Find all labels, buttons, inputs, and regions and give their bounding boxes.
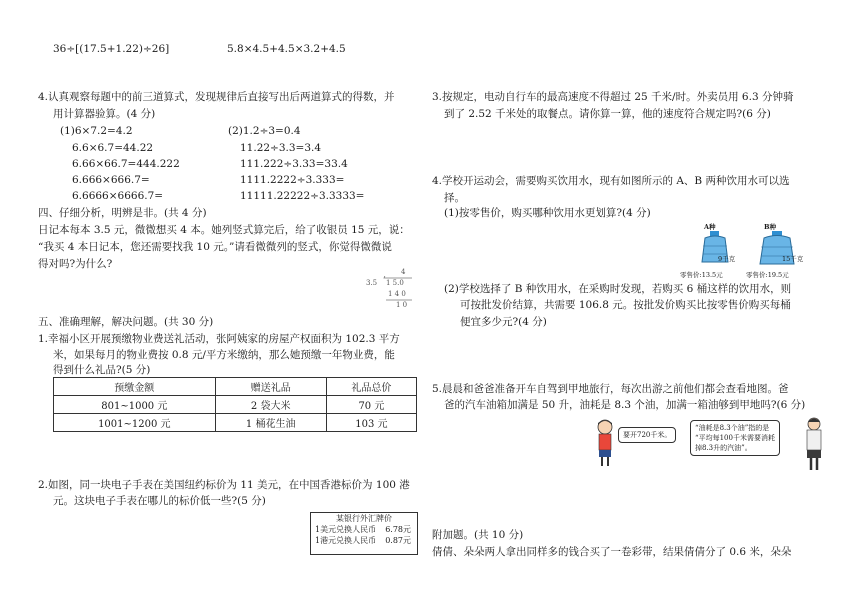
table-header-cell: 礼品总价 [326,378,416,396]
bottle-b-price: 零售价:19.5元 [746,271,789,279]
division-divisor: 3.5 [366,279,378,287]
table-cell: 1 桶花生油 [215,414,326,432]
pattern-b-3: 111.222÷3.33=33.4 [240,158,348,170]
table-row [54,414,417,432]
q2-line2: 元。这块电子手表在哪儿的标价低一些?(5 分) [53,495,266,507]
section4-title: 四、仔细分析，明辨是非。(共 4 分) [38,207,207,219]
q5-line1: 5.晨晨和爸爸准备开车自驾到甲地旅行，每次出游之前他们都会查看地图。爸 [432,383,789,395]
q4-line1: 4.认真观察每题中的前三道算式，发现规律后直接写出后两道算式的得数，并 [38,91,395,103]
section5-title: 五、准确理解，解决问题。(共 30 分) [38,316,214,328]
exchange-rate-label: 1美元兑换人民币 [315,525,377,534]
section4-para3: 得对吗?为什么? [38,258,113,270]
division-quotient: 4 [401,268,406,276]
q3-line2: 到了 2.52 千米处的取餐点。请你算一算，他的速度符合规定吗?(6 分) [444,108,771,120]
division-remainder: 1 0 [396,301,408,309]
bonus-line1: 倩倩、朵朵两人拿出同样多的钱合买了一卷彩带，结果倩倩分了 0.6 米，朵朵 [432,546,792,558]
exchange-rate-title: 某银行外汇牌价 [336,514,392,523]
section4-para2: “我买 4 本日记本，您还需要找我 10 元。”请看微微列的竖式，你觉得微微说 [38,241,392,253]
exchange-rate-value: 6.78元 [385,525,411,534]
exchange-rate-value: 0.87元 [385,536,411,545]
table-header-cell: 赠送礼品 [215,378,326,396]
pattern-a-4: 6.666×666.7= [72,174,150,186]
exchange-rate-row [311,535,417,546]
father-figure-icon [803,416,825,472]
exchange-rate-label: 1港元兑换人民币 [315,536,377,545]
dad-speech-line: “平均每100千米需要消耗 [695,434,775,442]
dad-speech-bubble [690,420,780,456]
q1-line3: 得到什么礼品?(5 分) [53,364,151,376]
q4-line2: 用计算器验算。(4 分) [53,108,156,120]
pattern-b-4: 1111.2222÷3.333= [240,174,345,186]
pattern-a-5: 6.6666×6666.7= [72,190,164,202]
pattern-a-3: 6.66×66.7=444.222 [72,158,180,170]
q2-line1: 2.如图，同一块电子手表在美国纽约标价为 11 美元，在中国香港标价为 100 港 [38,479,410,491]
bottle-a-price: 零售价:13.5元 [680,271,723,279]
pattern-b-5: 11111.22222÷3.3333= [240,190,365,202]
q4r-sub2-line2: 可按批发价结算，共需要 106.8 元。按批发价购买比按零售价购买每桶 [460,299,791,311]
q4r-sub2-line3: 便宜多少元?(4 分) [460,316,547,328]
exchange-rate-board [310,512,418,555]
division-dividend: 1 5.0 [386,279,404,287]
pattern-b-1: (2)1.2÷3=0.4 [228,125,301,137]
dad-speech-line: “油耗是8.3个油”指的是 [695,424,770,432]
dad-speech-line: 掉8.3升的汽油”。 [695,444,752,452]
bottle-b-volume: 15千克 [782,255,804,263]
table-cell: 801~1000 元 [54,396,216,414]
pattern-b-2: 11.22÷3.3=3.4 [240,142,322,154]
calc-expression-2: 5.8×4.5+4.5×3.2+4.5 [227,43,346,55]
bottle-b-label: B种 [764,223,776,231]
q4r-line1: 4.学校开运动会，需要购买饮用水，现有如图所示的 A、B 两种饮用水可以选 [432,175,790,187]
q5-line2: 爸的汽车油箱加满是 50 升，油耗是 8.3 个油，加满一箱油够到甲地吗?(6 分) [444,399,806,411]
division-subtrahend: 1 4 0 [388,290,406,298]
child-speech-bubble: 要开720千米。 [618,427,676,443]
bottle-a-volume: 9千克 [718,255,736,263]
section4-para1: 日记本每本 3.5 元，微微想买 4 本。她列竖式算完后，给了收银员 15 元，说： [38,224,410,236]
table-cell: 2 袋大米 [215,396,326,414]
bottle-a-label: A种 [704,223,716,231]
prepay-gift-table [53,377,417,432]
table-cell: 103 元 [326,414,416,432]
bonus-title: 附加题。(共 10 分) [432,529,524,541]
pattern-a-2: 6.6×6.7=44.22 [72,142,154,154]
q4r-sub2-line1: (2)学校选择了 B 种饮用水，在采购时发现，若购买 6 桶这样的饮用水，则 [444,283,792,295]
table-header-cell: 预缴金额 [54,378,216,396]
division-bracket [380,276,414,304]
table-cell: 1001~1200 元 [54,414,216,432]
child-figure-icon [594,418,616,468]
table-row [54,396,417,414]
table-cell: 70 元 [326,396,416,414]
q1-line2: 米，如果每月的物业费按 0.8 元/平方米缴纳，那么她预缴一年物业费，能 [53,349,395,361]
calc-expression-1: 36÷[(17.5+1.22)÷26] [53,43,170,55]
q3-line1: 3.按规定，电动自行车的最高速度不得超过 25 千米/时。外卖员用 6.3 分钟骑 [432,91,794,103]
q1-line1: 1.幸福小区开展预缴物业费送礼活动，张阿姨家的房屋产权面积为 102.3 平方 [38,333,400,345]
pattern-a-1: (1)6×7.2=4.2 [60,125,133,137]
table-header-row [54,378,417,396]
q4r-sub1: (1)按零售价，购买哪种饮用水更划算?(4 分) [444,207,651,219]
exchange-rate-row [311,524,417,535]
q4r-line2: 择。 [444,192,465,204]
